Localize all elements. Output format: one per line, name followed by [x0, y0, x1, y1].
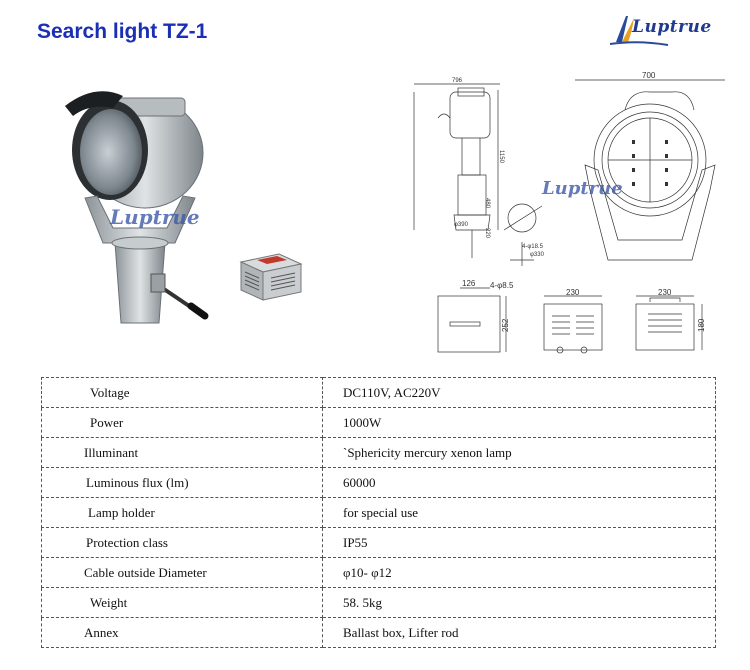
spec-row — [42, 378, 716, 408]
spec-value: `Sphericity mercury xenon lamp — [323, 438, 716, 468]
spec-value: φ10- φ12 — [323, 558, 716, 588]
dim-front-width: 700 — [642, 71, 656, 80]
spec-label: Cable outside Diameter — [84, 564, 207, 580]
spec-row — [42, 468, 716, 498]
spec-label-cell — [42, 498, 323, 528]
dim-box-w2: 230 — [566, 288, 580, 297]
spec-label: Lamp holder — [88, 504, 155, 520]
spec-row — [42, 438, 716, 468]
spec-label: Annex — [84, 624, 119, 640]
spec-label: Protection class — [86, 534, 168, 550]
dim-side-width: 796 — [452, 78, 463, 84]
spec-value: 60000 — [323, 468, 716, 498]
spec-label-cell — [42, 408, 323, 438]
dim-hole-spec: 4-φ18.5 — [522, 244, 543, 250]
dim-box-h1: 252 — [501, 318, 510, 332]
spec-label: Weight — [90, 594, 128, 610]
dim-box-w3: 230 — [658, 288, 672, 297]
spec-row — [42, 498, 716, 528]
brand-logo-text: Luptrue — [632, 17, 712, 37]
dim-box-holes: 4-φ8.5 — [490, 281, 514, 290]
spec-label: Voltage — [90, 384, 130, 400]
spec-row — [42, 588, 716, 618]
drawing-watermark: Luptrue — [542, 178, 623, 199]
spec-label: Illuminant — [84, 444, 139, 460]
spec-row — [42, 558, 716, 588]
spec-row — [42, 408, 716, 438]
dim-box-h2: 180 — [697, 318, 706, 332]
spec-row — [42, 528, 716, 558]
spec-label-cell — [42, 438, 323, 468]
spec-label-cell — [42, 588, 323, 618]
dim-bolt-circle: φ330 — [530, 252, 544, 258]
spec-row — [42, 618, 716, 648]
spec-label: Luminous flux (lm) — [86, 474, 189, 490]
dim-height-3: 220 — [484, 228, 490, 239]
spec-label: Power — [90, 414, 124, 430]
watermark: Luptrue — [110, 205, 200, 229]
spec-value: IP55 — [323, 528, 716, 558]
spec-table — [41, 377, 716, 648]
ballast-box-photo — [235, 248, 305, 304]
spec-value: Ballast box, Lifter rod — [323, 618, 716, 648]
dim-height-2: 480 — [484, 198, 490, 209]
spec-label-cell — [42, 468, 323, 498]
dim-box-w1: 126 — [462, 279, 476, 288]
searchlight-photo — [55, 78, 220, 328]
spec-label-cell — [42, 528, 323, 558]
spec-label-cell — [42, 378, 323, 408]
spec-value: DC110V, AC220V — [323, 378, 716, 408]
spec-label-cell — [42, 618, 323, 648]
spec-value: for special use — [323, 498, 716, 528]
page-title: Search light TZ-1 — [37, 20, 208, 43]
spec-label-cell — [42, 558, 323, 588]
technical-drawing — [410, 70, 735, 370]
dim-height-1: 1150 — [498, 150, 504, 163]
spec-value: 1000W — [323, 408, 716, 438]
dim-base-dia: φ390 — [454, 222, 468, 228]
spec-value: 58. 5kg — [323, 588, 716, 618]
